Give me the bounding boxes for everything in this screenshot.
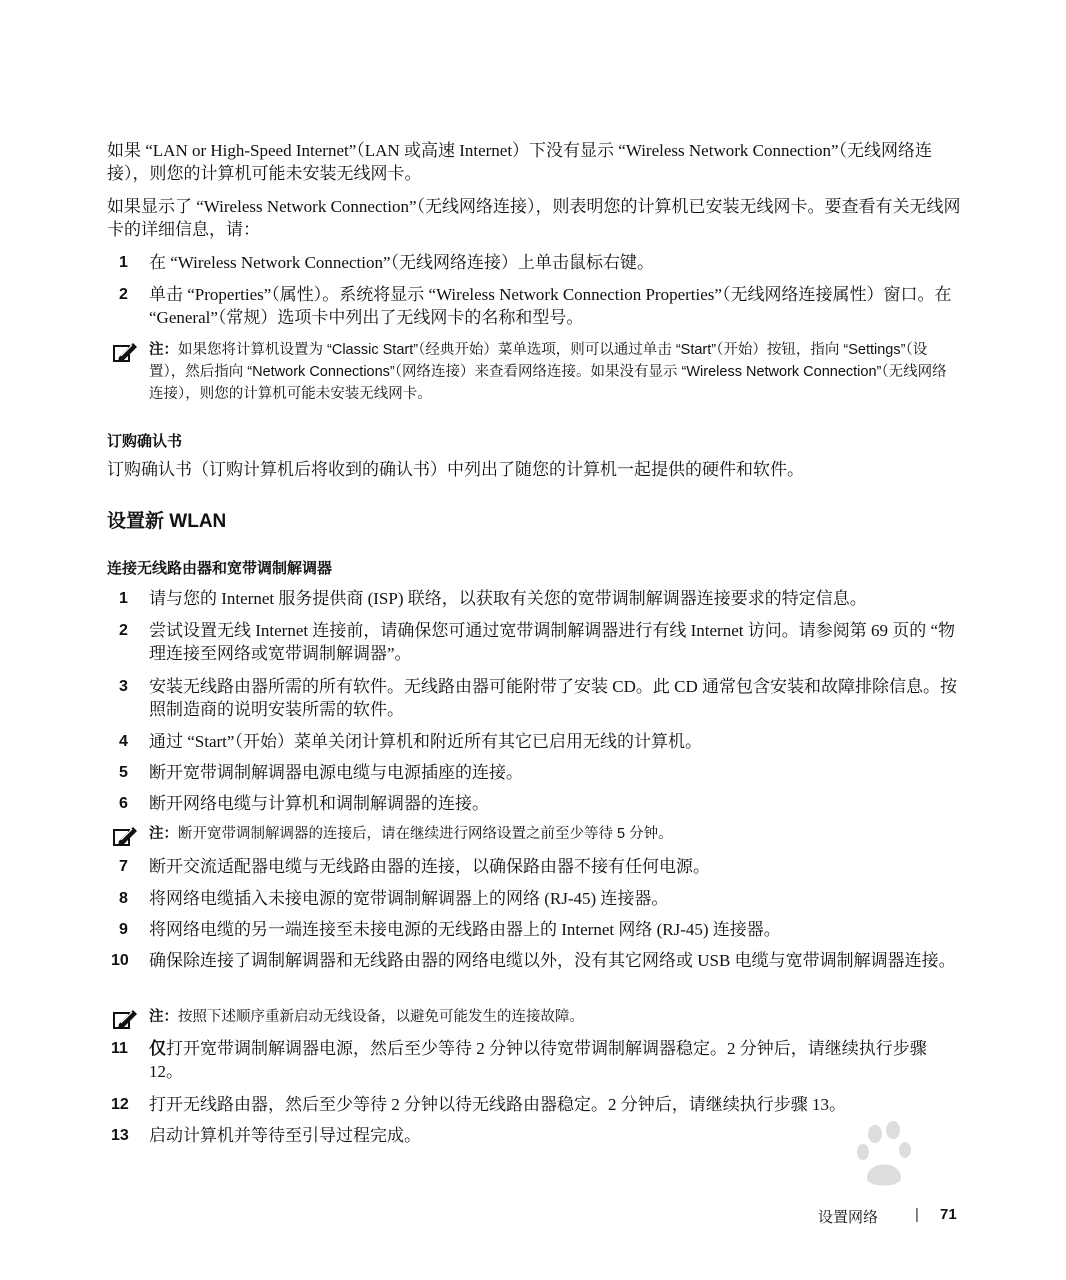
- step-text: 请与您的 Internet 服务提供商 (ISP) 联络，以获取有关您的宽带调制解调器连接要求的特定信息。: [149, 589, 867, 608]
- baidu-watermark-logo: [755, 1120, 1005, 1230]
- step-number: 12: [111, 1096, 129, 1113]
- step-number: 1: [119, 590, 128, 607]
- step-number: 5: [119, 764, 128, 781]
- intro-paragraph-1: 如果 “LAN or High-Speed Internet”（LAN 或高速 Internet）下没有显示 “Wireless Network Connection”（无线网络连接），则您的计算机可能未安装无线网卡。: [107, 141, 933, 183]
- note-label: 注：: [149, 342, 178, 358]
- step-number: 3: [119, 678, 128, 695]
- footer-section-title: 设置网络: [818, 1209, 879, 1226]
- step-text: [149, 1037, 961, 1083]
- step-number: 9: [119, 921, 128, 938]
- step-text: 启动计算机并等待至引导过程完成。: [149, 1126, 421, 1145]
- step-text: 通过 “Start”（开始）菜单关闭计算机和附近所有其它已启用无线的计算机。: [149, 732, 702, 751]
- footer-separator: |: [915, 1206, 919, 1223]
- step-number: 10: [111, 952, 129, 969]
- intro-paragraph-2: 如果显示了 “Wireless Network Connection”（无线网络连接），则表明您的计算机已安装无线网卡。要查看有关无线网卡的详细信息，请：: [107, 197, 961, 239]
- note-label: 注：: [149, 826, 178, 842]
- step-number: 1: [119, 254, 128, 271]
- section-heading-order: 订购确认书: [107, 433, 183, 450]
- note-label: 注：: [149, 1009, 178, 1025]
- step-number: 7: [119, 858, 128, 875]
- step-text: 断开宽带调制解调器电源电缆与电源插座的连接。: [149, 763, 523, 782]
- step-text-rest: 打开宽带调制解调器电源，然后至少等待 2 分钟以待宽带调制解调器稳定。2 分钟后，请继续执行步骤 12。: [149, 1039, 927, 1081]
- step-text: 单击 “Properties”（属性）。系统将显示 “Wireless Network Connection Properties”（无线网络连接属性）窗口。在 “General”（常规）选项卡中列出了无线网卡的名称和型号。: [149, 285, 952, 327]
- note-text: 按照下述顺序重新启动无线设备，以避免可能发生的连接故障。: [178, 1009, 584, 1025]
- step-number: 8: [119, 890, 128, 907]
- step-number: 11: [111, 1040, 128, 1057]
- step-text: 尝试设置无线 Internet 连接前，请确保您可通过宽带调制解调器进行有线 Internet 访问。请参阅第 69 页的 “物理连接至网络或宽带调制解调器”。: [149, 621, 956, 663]
- step-text: 断开网络电缆与计算机和调制解调器的连接。: [149, 794, 489, 813]
- step-text: 将网络电缆插入未接电源的宽带调制解调器上的网络 (RJ-45) 连接器。: [149, 889, 669, 908]
- pencil-note-icon: [113, 1008, 139, 1030]
- step-text: 确保除连接了调制解调器和无线路由器的网络电缆以外，没有其它网络或 USB 电缆与宽带调制解调器连接。: [149, 951, 956, 970]
- step-text: 安装无线路由器所需的所有软件。无线路由器可能附带了安装 CD。此 CD 通常包含安装和故障排除信息。按照制造商的说明安装所需的软件。: [149, 677, 957, 719]
- subsection-heading: 连接无线路由器和宽带调制解调器: [107, 560, 333, 577]
- step-emphasis: 仅: [149, 1039, 166, 1058]
- step-number: 13: [111, 1127, 129, 1144]
- pencil-note-icon: [113, 341, 139, 363]
- page-number: 71: [940, 1206, 957, 1223]
- step-number: 4: [119, 733, 128, 750]
- section-heading-wlan: 设置新 WLAN: [107, 511, 227, 532]
- step-number: 2: [119, 286, 128, 303]
- step-number: 6: [119, 795, 128, 812]
- step-text: 将网络电缆的另一端连接至未接电源的无线路由器上的 Internet 网络 (RJ-45) 连接器。: [149, 920, 781, 939]
- pencil-note-icon: [113, 825, 139, 847]
- step-text: 打开无线路由器，然后至少等待 2 分钟以待无线路由器稳定。2 分钟后，请继续执行步骤 13。: [149, 1095, 846, 1114]
- step-text: 断开交流适配器电缆与无线路由器的连接，以确保路由器不接有任何电源。: [149, 857, 710, 876]
- note-text: 如果您将计算机设置为 “Classic Start”（经典开始）菜单选项，则可以通过单击 “Start”（开始）按钮，指向 “Settings”（设置），然后指向 “Network Connections”（网络连接）来查看网络连接。如果没有显示 “Wireless Network Connection”（无线网络连接），则您的计算机可能未安装无线网卡。: [149, 342, 947, 402]
- order-paragraph: 订购确认书（订购计算机后将收到的确认书）中列出了随您的计算机一起提供的硬件和软件。: [107, 460, 804, 479]
- step-number: 2: [119, 622, 128, 639]
- step-text: 在 “Wireless Network Connection”（无线网络连接）上单击鼠标右键。: [149, 253, 654, 272]
- note-text: 断开宽带调制解调器的连接后，请在继续进行网络设置之前至少等待 5 分钟。: [178, 826, 673, 842]
